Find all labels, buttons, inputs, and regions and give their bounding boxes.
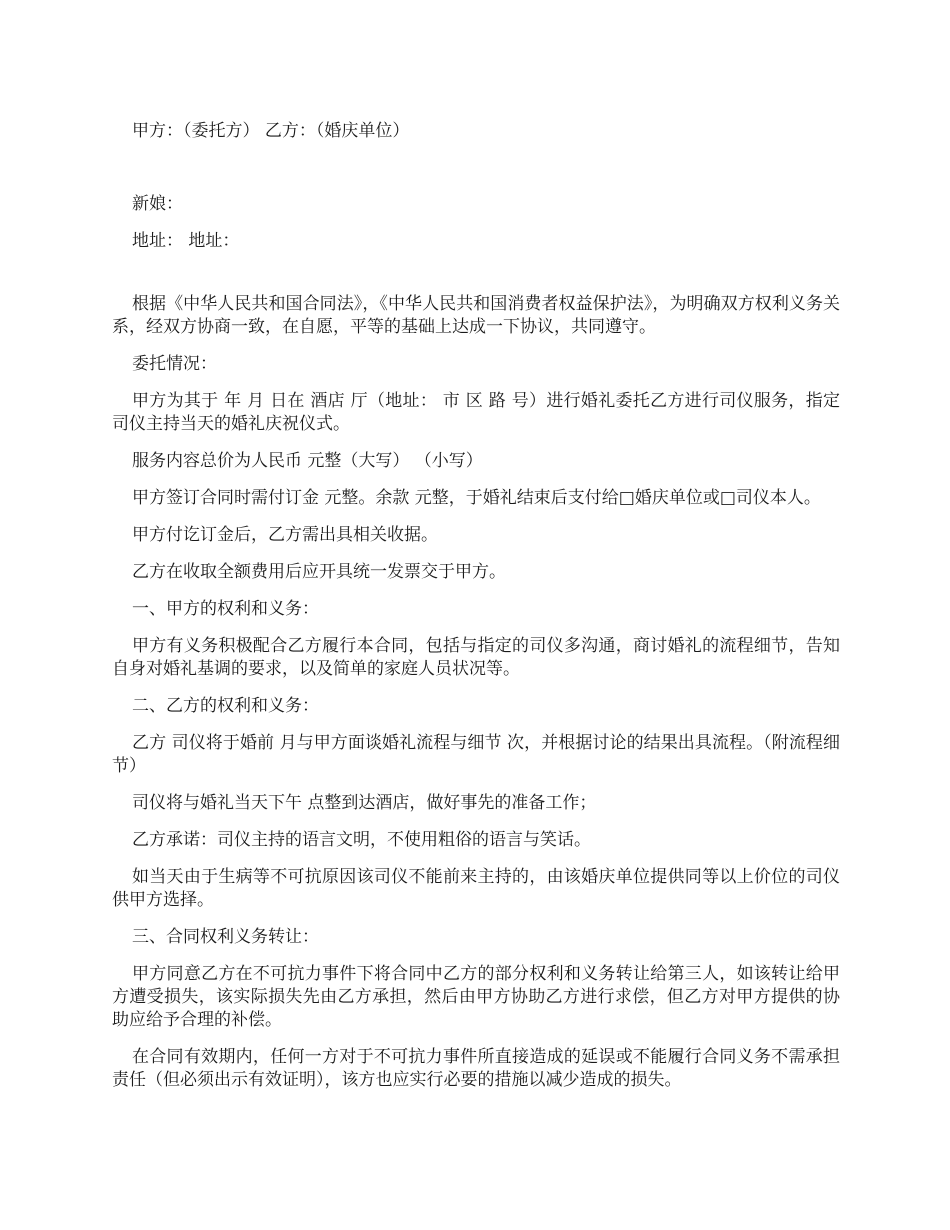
party-b-substitute-paragraph: 如当天由于生病等不可抗原因该司仪不能前来主持的，由该婚庆单位提供同等以上价位的司仪供甲方选择。 xyxy=(112,867,840,910)
section-heading-party-a: 一、甲方的权利和义务： xyxy=(132,599,319,619)
invoice-paragraph: 乙方在收取全额费用后应开具统一发票交于甲方。 xyxy=(132,562,506,582)
bride-line: 新娘： xyxy=(132,194,183,214)
section-heading-commission: 委托情况： xyxy=(132,354,217,374)
total-price-paragraph: 服务内容总价为人民币 元整（大写） （小写） xyxy=(132,451,483,471)
force-majeure-paragraph: 在合同有效期内，任何一方对于不可抗力事件所直接造成的延误或不能履行合同义务不需承担责任（但必须出示有效证明），该方也应实行必要的措施以减少造成的损失。 xyxy=(112,1047,840,1090)
party-b-promise-paragraph: 乙方承诺：司仪主持的语言文明，不使用粗俗的语言与笑话。 xyxy=(132,830,591,850)
document-body xyxy=(112,120,840,1106)
address-line: 地址： 地址： xyxy=(132,231,240,251)
section-heading-transfer: 三、合同权利义务转让： xyxy=(132,927,319,947)
receipt-paragraph: 甲方付讫订金后，乙方需出具相关收据。 xyxy=(132,525,438,545)
party-a-duties-paragraph: 甲方有义务积极配合乙方履行本合同，包括与指定的司仪多沟通，商讨婚礼的流程细节，告知自身对婚礼基调的要求，以及简单的家庭人员状况等。 xyxy=(112,636,840,679)
commission-paragraph: 甲方为其于 年 月 日在 酒店 厅（地址： 市 区 路 号）进行婚礼委托乙方进行司仪服务，指定 司仪主持当天的婚礼庆祝仪式。 xyxy=(112,391,840,434)
deposit-paragraph: 甲方签订合同时需付订金 元整。余款 元整，于婚礼结束后支付给□婚庆单位或□司仪本人。 xyxy=(132,488,821,508)
parties-line: 甲方：（委托方） 乙方：（婚庆单位） xyxy=(132,121,410,141)
party-b-meeting-paragraph: 乙方 司仪将于婚前 月与甲方面谈婚礼流程与细节 次，并根据讨论的结果出具流程。（附流程细节） xyxy=(112,733,840,776)
transfer-paragraph: 甲方同意乙方在不可抗力事件下将合同中乙方的部分权利和义务转让给第三人，如该转让给甲方遭受损失，该实际损失先由乙方承担，然后由甲方协助乙方进行求偿，但乙方对甲方提供的协助应给予合理的补偿。 xyxy=(112,964,840,1030)
section-heading-party-b: 二、乙方的权利和义务： xyxy=(132,696,319,716)
party-b-arrival-paragraph: 司仪将与婚礼当天下午 点整到达酒店，做好事先的准备工作； xyxy=(132,793,597,813)
preamble-paragraph: 根据《中华人民共和国合同法》，《中华人民共和国消费者权益保护法》，为明确双方权利义务关系，经双方协商一致，在自愿，平等的基础上达成一下协议，共同遵守。 xyxy=(112,294,840,337)
